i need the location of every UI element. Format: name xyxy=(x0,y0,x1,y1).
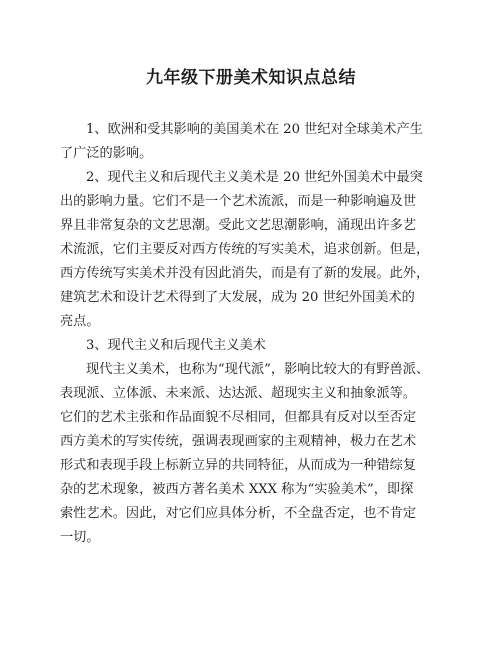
text-line: 2、现代主义和后现代主义美术是 20 世纪外国美术中最突 xyxy=(86,170,423,185)
text-line: 界且非常复杂的文艺思潮。受此文艺思潮影响，涌现出许多艺 xyxy=(60,218,417,233)
text-line: 西方传统写实美术并没有因此消失，而是有了新的发展。此外， xyxy=(60,266,430,281)
text-line: 3、现代主义和后现代主义美术 xyxy=(86,338,266,353)
text-line: 一切。 xyxy=(60,530,100,545)
text-line: 它们的艺术主张和作品面貌不尽相同，但都具有反对以至否定 xyxy=(60,410,417,425)
text-line: 西方美术的写实传统，强调表现画家的主观精神，极力在艺术 xyxy=(60,434,417,449)
text-line: 表现派、立体派、未来派、达达派、超现实主义和抽象派等。 xyxy=(60,386,417,401)
text-line: 1、欧洲和受其影响的美国美术在 20 世纪对全球美术产生 xyxy=(86,122,423,137)
text-line: 形式和表现手段上标新立异的共同特征，从而成为一种错综复 xyxy=(60,458,417,473)
text-line: 建筑艺术和设计艺术得到了大发展，成为 20 世纪外国美术的 xyxy=(60,290,415,305)
text-line: 术流派，它们主要反对西方传统的写实美术，追求创新。但是， xyxy=(60,242,430,257)
text-line: 索性艺术。因此，对它们应具体分析，不全盘否定，也不肯定 xyxy=(60,506,417,521)
text-line: 出的影响力量。它们不是一个艺术流派，而是一种影响遍及世 xyxy=(60,194,417,209)
text-line: 亮点。 xyxy=(60,314,100,329)
text-line: 现代主义美术，也称为“现代派”，影响比较大的有野兽派、 xyxy=(86,362,430,377)
text-line: 杂的艺术现象，被西方著名美术 XXX 称为“实验美术”，即探 xyxy=(60,482,414,497)
document-title: 九年级下册美术知识点总结 xyxy=(146,68,356,88)
text-line: 了广泛的影响。 xyxy=(60,146,153,161)
